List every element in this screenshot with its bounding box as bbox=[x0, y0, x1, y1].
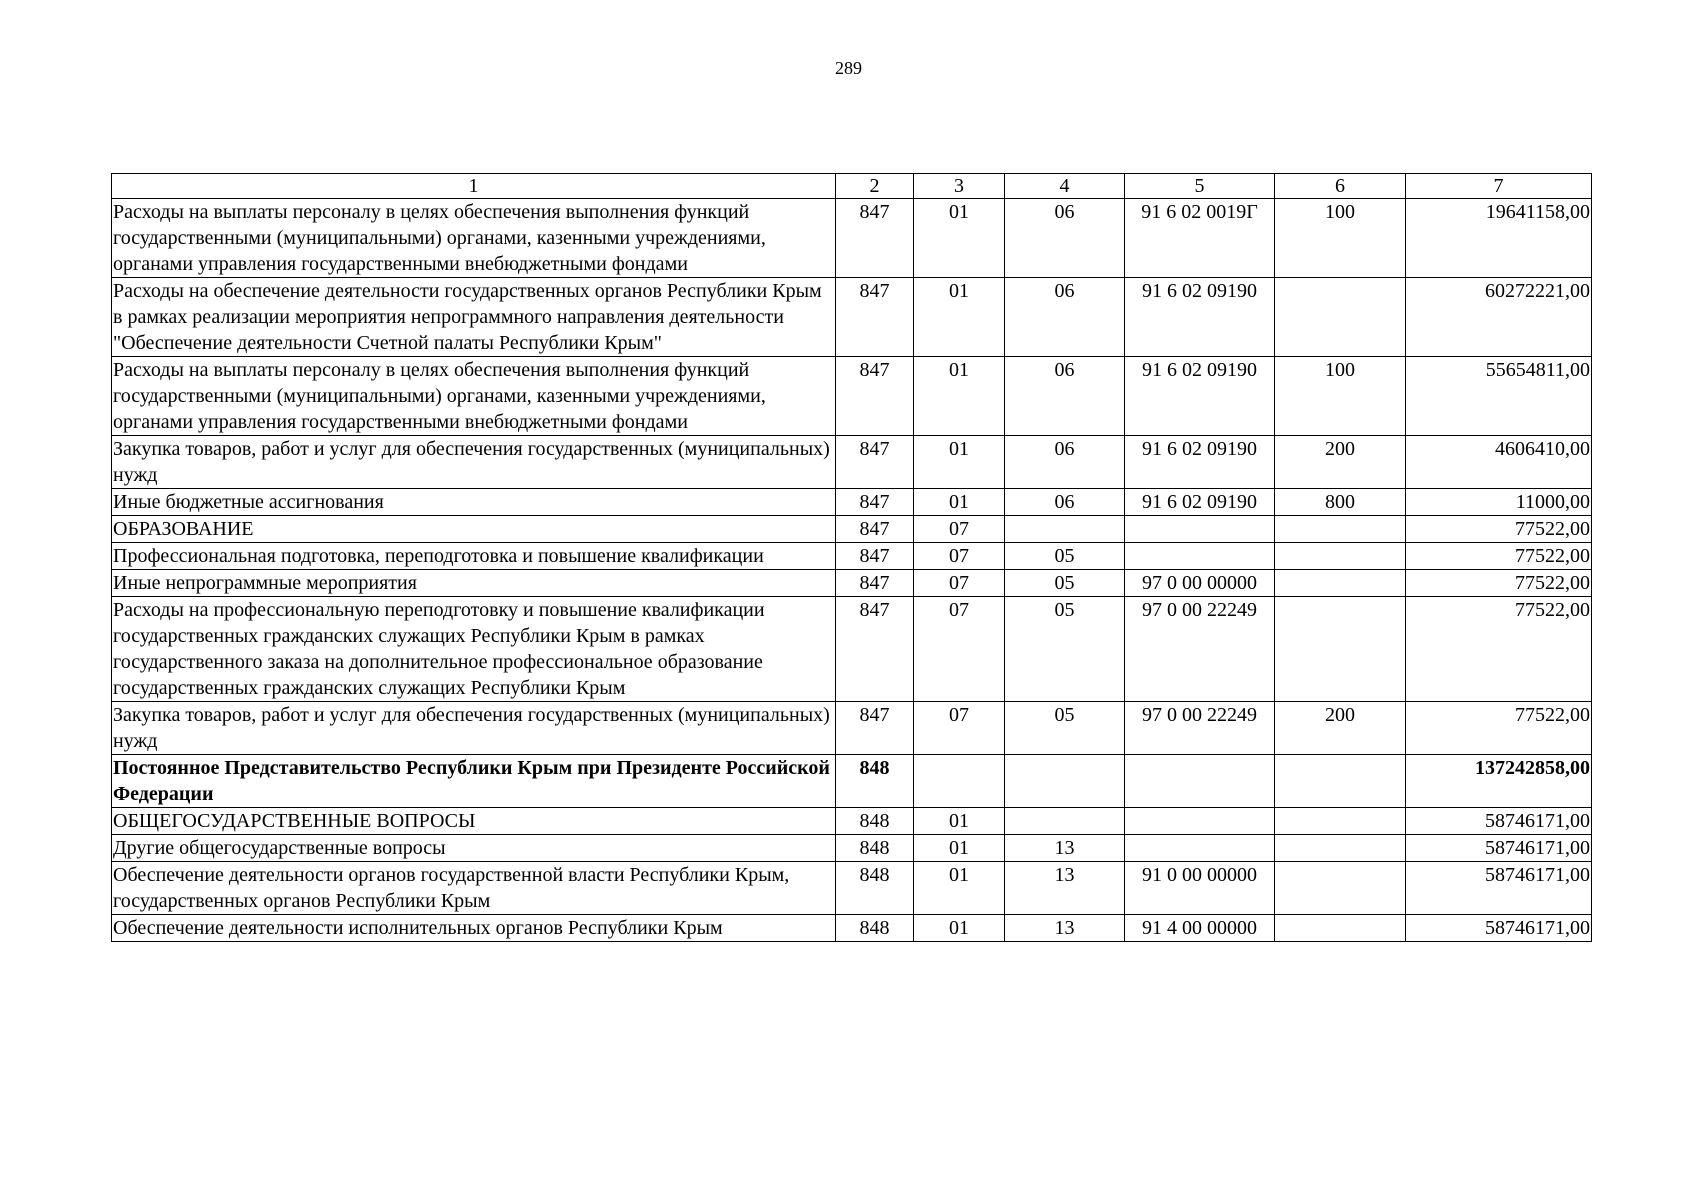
row-section-cell: 07 bbox=[914, 543, 1005, 570]
table-row bbox=[112, 516, 1592, 543]
table-row bbox=[112, 597, 1592, 702]
row-amount-cell: 58746171,00 bbox=[1406, 808, 1592, 835]
row-ministry-code-cell: 848 bbox=[836, 862, 914, 915]
row-section-cell: 07 bbox=[914, 516, 1005, 543]
row-section-cell: 01 bbox=[914, 436, 1005, 489]
row-ministry-code-cell: 847 bbox=[836, 597, 914, 702]
budget-table bbox=[111, 173, 1592, 942]
header-cell: 3 bbox=[914, 174, 1005, 199]
row-expense-type-cell bbox=[1275, 862, 1406, 915]
table-row bbox=[112, 835, 1592, 862]
table-row bbox=[112, 755, 1592, 808]
row-ministry-code-cell: 848 bbox=[836, 835, 914, 862]
row-subsection-cell: 06 bbox=[1005, 436, 1125, 489]
row-amount-cell: 77522,00 bbox=[1406, 597, 1592, 702]
row-amount-cell: 137242858,00 bbox=[1406, 755, 1592, 808]
row-section-cell: 01 bbox=[914, 915, 1005, 942]
row-target-article-cell: 91 4 00 00000 bbox=[1125, 915, 1275, 942]
row-name-cell: Иные бюджетные ассигнования bbox=[112, 489, 836, 516]
row-section-cell: 01 bbox=[914, 489, 1005, 516]
row-expense-type-cell: 100 bbox=[1275, 199, 1406, 278]
header-cell: 4 bbox=[1005, 174, 1125, 199]
table-row bbox=[112, 199, 1592, 278]
row-expense-type-cell bbox=[1275, 516, 1406, 543]
row-name-cell: Расходы на выплаты персоналу в целях обеспечения выполнения функций государственными (муниципальными) органами, казенными учреждениями, органами управления государственными внебюджетными фондами bbox=[112, 357, 836, 436]
row-subsection-cell: 05 bbox=[1005, 543, 1125, 570]
row-expense-type-cell bbox=[1275, 808, 1406, 835]
row-subsection-cell bbox=[1005, 755, 1125, 808]
row-expense-type-cell bbox=[1275, 597, 1406, 702]
table-row bbox=[112, 357, 1592, 436]
row-section-cell: 01 bbox=[914, 278, 1005, 357]
row-expense-type-cell bbox=[1275, 835, 1406, 862]
row-expense-type-cell: 200 bbox=[1275, 702, 1406, 755]
table-row bbox=[112, 489, 1592, 516]
row-expense-type-cell bbox=[1275, 755, 1406, 808]
row-amount-cell: 77522,00 bbox=[1406, 516, 1592, 543]
row-amount-cell: 58746171,00 bbox=[1406, 915, 1592, 942]
row-ministry-code-cell: 847 bbox=[836, 543, 914, 570]
table-row bbox=[112, 570, 1592, 597]
row-amount-cell: 58746171,00 bbox=[1406, 835, 1592, 862]
header-cell: 7 bbox=[1406, 174, 1592, 199]
row-section-cell: 07 bbox=[914, 570, 1005, 597]
row-ministry-code-cell: 847 bbox=[836, 516, 914, 543]
row-subsection-cell: 05 bbox=[1005, 570, 1125, 597]
row-target-article-cell bbox=[1125, 516, 1275, 543]
row-expense-type-cell: 800 bbox=[1275, 489, 1406, 516]
row-name-cell: Закупка товаров, работ и услуг для обеспечения государственных (муниципальных) нужд bbox=[112, 702, 836, 755]
row-subsection-cell: 13 bbox=[1005, 862, 1125, 915]
row-subsection-cell: 05 bbox=[1005, 702, 1125, 755]
row-amount-cell: 77522,00 bbox=[1406, 570, 1592, 597]
row-amount-cell: 58746171,00 bbox=[1406, 862, 1592, 915]
row-target-article-cell: 91 6 02 09190 bbox=[1125, 489, 1275, 516]
row-name-cell: Иные непрограммные мероприятия bbox=[112, 570, 836, 597]
header-cell: 5 bbox=[1125, 174, 1275, 199]
row-ministry-code-cell: 848 bbox=[836, 915, 914, 942]
row-ministry-code-cell: 847 bbox=[836, 489, 914, 516]
row-subsection-cell: 06 bbox=[1005, 199, 1125, 278]
row-expense-type-cell: 100 bbox=[1275, 357, 1406, 436]
table-row bbox=[112, 915, 1592, 942]
table-row bbox=[112, 436, 1592, 489]
row-amount-cell: 19641158,00 bbox=[1406, 199, 1592, 278]
row-subsection-cell: 05 bbox=[1005, 597, 1125, 702]
row-name-cell: Другие общегосударственные вопросы bbox=[112, 835, 836, 862]
row-section-cell: 01 bbox=[914, 862, 1005, 915]
header-cell: 1 bbox=[112, 174, 836, 199]
header-cell: 2 bbox=[836, 174, 914, 199]
row-target-article-cell bbox=[1125, 755, 1275, 808]
row-section-cell: 07 bbox=[914, 702, 1005, 755]
row-ministry-code-cell: 847 bbox=[836, 570, 914, 597]
row-ministry-code-cell: 847 bbox=[836, 436, 914, 489]
row-section-cell bbox=[914, 755, 1005, 808]
row-amount-cell: 11000,00 bbox=[1406, 489, 1592, 516]
row-section-cell: 01 bbox=[914, 835, 1005, 862]
row-target-article-cell: 97 0 00 22249 bbox=[1125, 597, 1275, 702]
row-target-article-cell: 91 6 02 09190 bbox=[1125, 278, 1275, 357]
row-name-cell: Профессиональная подготовка, переподготовка и повышение квалификации bbox=[112, 543, 836, 570]
row-target-article-cell bbox=[1125, 808, 1275, 835]
row-expense-type-cell bbox=[1275, 278, 1406, 357]
row-name-cell: Закупка товаров, работ и услуг для обеспечения государственных (муниципальных) нужд bbox=[112, 436, 836, 489]
header-cell: 6 bbox=[1275, 174, 1406, 199]
row-amount-cell: 4606410,00 bbox=[1406, 436, 1592, 489]
row-name-cell: Обеспечение деятельности исполнительных органов Республики Крым bbox=[112, 915, 836, 942]
row-subsection-cell: 06 bbox=[1005, 278, 1125, 357]
row-ministry-code-cell: 847 bbox=[836, 199, 914, 278]
row-target-article-cell: 97 0 00 22249 bbox=[1125, 702, 1275, 755]
row-subsection-cell bbox=[1005, 808, 1125, 835]
row-subsection-cell: 13 bbox=[1005, 915, 1125, 942]
row-target-article-cell bbox=[1125, 835, 1275, 862]
row-section-cell: 07 bbox=[914, 597, 1005, 702]
row-section-cell: 01 bbox=[914, 199, 1005, 278]
row-target-article-cell: 91 6 02 09190 bbox=[1125, 436, 1275, 489]
row-ministry-code-cell: 847 bbox=[836, 278, 914, 357]
row-amount-cell: 77522,00 bbox=[1406, 702, 1592, 755]
row-target-article-cell bbox=[1125, 543, 1275, 570]
row-amount-cell: 77522,00 bbox=[1406, 543, 1592, 570]
row-name-cell: Расходы на обеспечение деятельности государственных органов Республики Крым в рамках реализации мероприятия непрограммного направления деятельности "Обеспечение деятельности Счетной палаты Республики Крым" bbox=[112, 278, 836, 357]
table-row bbox=[112, 702, 1592, 755]
row-name-cell: Расходы на профессиональную переподготовку и повышение квалификации государственных гражданских служащих Республики Крым в рамках государственного заказа на дополнительное профессиональное образование государственных гражданских служащих Республики Крым bbox=[112, 597, 836, 702]
table-row bbox=[112, 278, 1592, 357]
row-ministry-code-cell: 847 bbox=[836, 702, 914, 755]
row-target-article-cell: 97 0 00 00000 bbox=[1125, 570, 1275, 597]
row-amount-cell: 60272221,00 bbox=[1406, 278, 1592, 357]
page-number: 289 bbox=[835, 58, 862, 78]
row-expense-type-cell bbox=[1275, 543, 1406, 570]
row-subsection-cell: 13 bbox=[1005, 835, 1125, 862]
table-header-row bbox=[112, 174, 1592, 199]
table-row bbox=[112, 808, 1592, 835]
row-name-cell: ОБЩЕГОСУДАРСТВЕННЫЕ ВОПРОСЫ bbox=[112, 808, 836, 835]
row-target-article-cell: 91 6 02 0019Г bbox=[1125, 199, 1275, 278]
row-name-cell: ОБРАЗОВАНИЕ bbox=[112, 516, 836, 543]
row-name-cell: Обеспечение деятельности органов государственной власти Республики Крым, государственных органов Республики Крым bbox=[112, 862, 836, 915]
row-name-cell: Расходы на выплаты персоналу в целях обеспечения выполнения функций государственными (муниципальными) органами, казенными учреждениями, органами управления государственными внебюджетными фондами bbox=[112, 199, 836, 278]
row-section-cell: 01 bbox=[914, 357, 1005, 436]
row-subsection-cell: 06 bbox=[1005, 357, 1125, 436]
row-subsection-cell bbox=[1005, 516, 1125, 543]
row-name-cell: Постоянное Представительство Республики Крым при Президенте Российской Федерации bbox=[112, 755, 836, 808]
row-expense-type-cell bbox=[1275, 570, 1406, 597]
row-expense-type-cell bbox=[1275, 915, 1406, 942]
table-row bbox=[112, 862, 1592, 915]
row-target-article-cell: 91 6 02 09190 bbox=[1125, 357, 1275, 436]
row-expense-type-cell: 200 bbox=[1275, 436, 1406, 489]
row-ministry-code-cell: 848 bbox=[836, 808, 914, 835]
row-target-article-cell: 91 0 00 00000 bbox=[1125, 862, 1275, 915]
row-section-cell: 01 bbox=[914, 808, 1005, 835]
row-ministry-code-cell: 847 bbox=[836, 357, 914, 436]
table-row bbox=[112, 543, 1592, 570]
row-ministry-code-cell: 848 bbox=[836, 755, 914, 808]
row-amount-cell: 55654811,00 bbox=[1406, 357, 1592, 436]
row-subsection-cell: 06 bbox=[1005, 489, 1125, 516]
